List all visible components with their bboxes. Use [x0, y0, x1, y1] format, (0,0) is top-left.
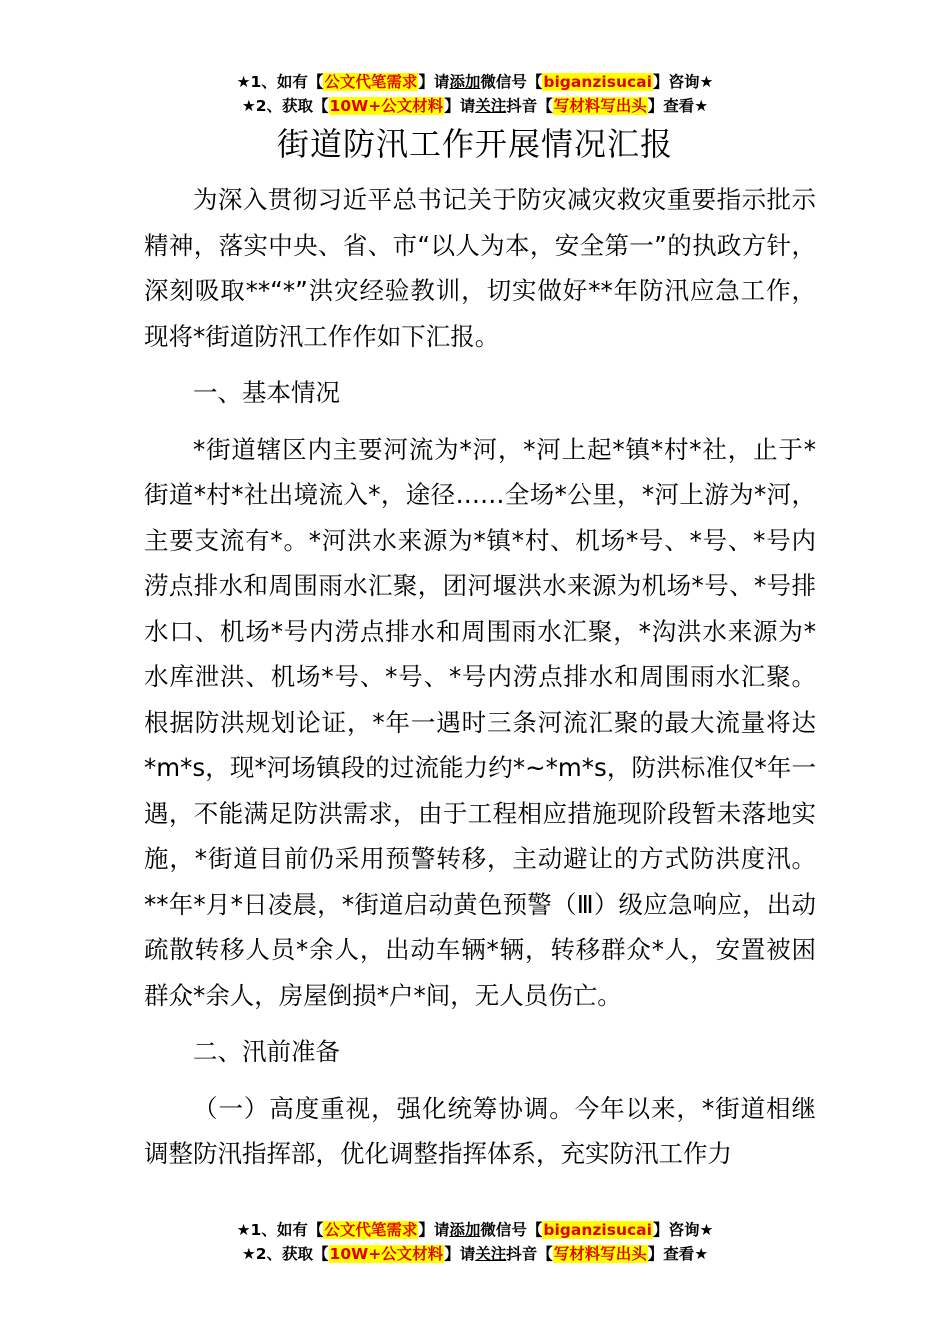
section-heading-2: 二、汛前准备: [193, 1037, 340, 1066]
banner-line-2: ★2、获取【10W+公文材料】请关注抖音【写材料写出头】查看★: [241, 1245, 709, 1263]
document-title: 街道防汛工作开展情况汇报: [276, 125, 673, 163]
top-banner: [0, 70, 950, 118]
intro-paragraph: 为深入贯彻习近平总书记关于防灾减灾救灾重要指示批示精神，落实中央、省、市“以人为本，安全第一”的执政方针，深刻吸取**“*”洪灾经验教训，切实做好**年防汛应急工作，现将*街道防汛工作作如下汇报。: [144, 185, 816, 351]
banner-highlight: 公文代笔需求: [324, 1221, 418, 1239]
banner-highlight: biganzisucai: [543, 1221, 652, 1239]
basic-situation-paragraph: *街道辖区内主要河流为*河，*河上起*镇*村*社，止于*街道*村*社出境流入*，途径……全场*公里，*河上游为*河，主要支流有*。*河洪水来源为*镇*村、机场*号、*号、*号内涝点排水和周围雨水汇聚，团河堰洪水来源为机场*号、*号排水口、机场*号内涝点排水和周围雨水汇聚，*沟洪水来源为*水库泄洪、机场*号、*号、*号内涝点排水和周围雨水汇聚。根据防洪规划论证，*年一遇时三条河流汇聚的最大流量将达*m*s，现*河场镇段的过流能力约*~*m*s，防洪标准仅*年一遇，不能满足防洪需求，由于工程相应措施现阶段暂未落地实施，*街道目前仍采用预警转移，主动避让的方式防洪度汛。**年*月*日凌晨，*街道启动黄色预警（Ⅲ）级应急响应，出动疏散转移人员*余人，出动车辆*辆，转移群众*人，安置被困群众*余人，房屋倒损*户*间，无人员伤亡。: [144, 434, 816, 1010]
banner-highlight: 写材料写出头: [553, 97, 647, 115]
banner-highlight: biganzisucai: [543, 73, 652, 91]
bottom-banner: [0, 1218, 950, 1266]
banner-line-2: ★2、获取【10W+公文材料】请关注抖音【写材料写出头】查看★: [241, 97, 709, 115]
banner-highlight: 10W+公文材料: [329, 1245, 444, 1263]
banner-highlight: 10W+公文材料: [329, 97, 444, 115]
section-heading-1: 一、基本情况: [193, 378, 340, 407]
banner-line-1: ★1、如有【公文代笔需求】请添加微信号【biganzisucai】咨询★: [236, 73, 714, 91]
banner-highlight: 写材料写出头: [553, 1245, 647, 1263]
preparation-paragraph: （一）高度重视，强化统筹协调。今年以来，*街道相继调整防汛指挥部，优化调整指挥体系，充实防汛工作力: [144, 1093, 816, 1168]
banner-line-1: ★1、如有【公文代笔需求】请添加微信号【biganzisucai】咨询★: [236, 1221, 714, 1239]
banner-highlight: 公文代笔需求: [324, 73, 418, 91]
document-body: [144, 177, 816, 1177]
